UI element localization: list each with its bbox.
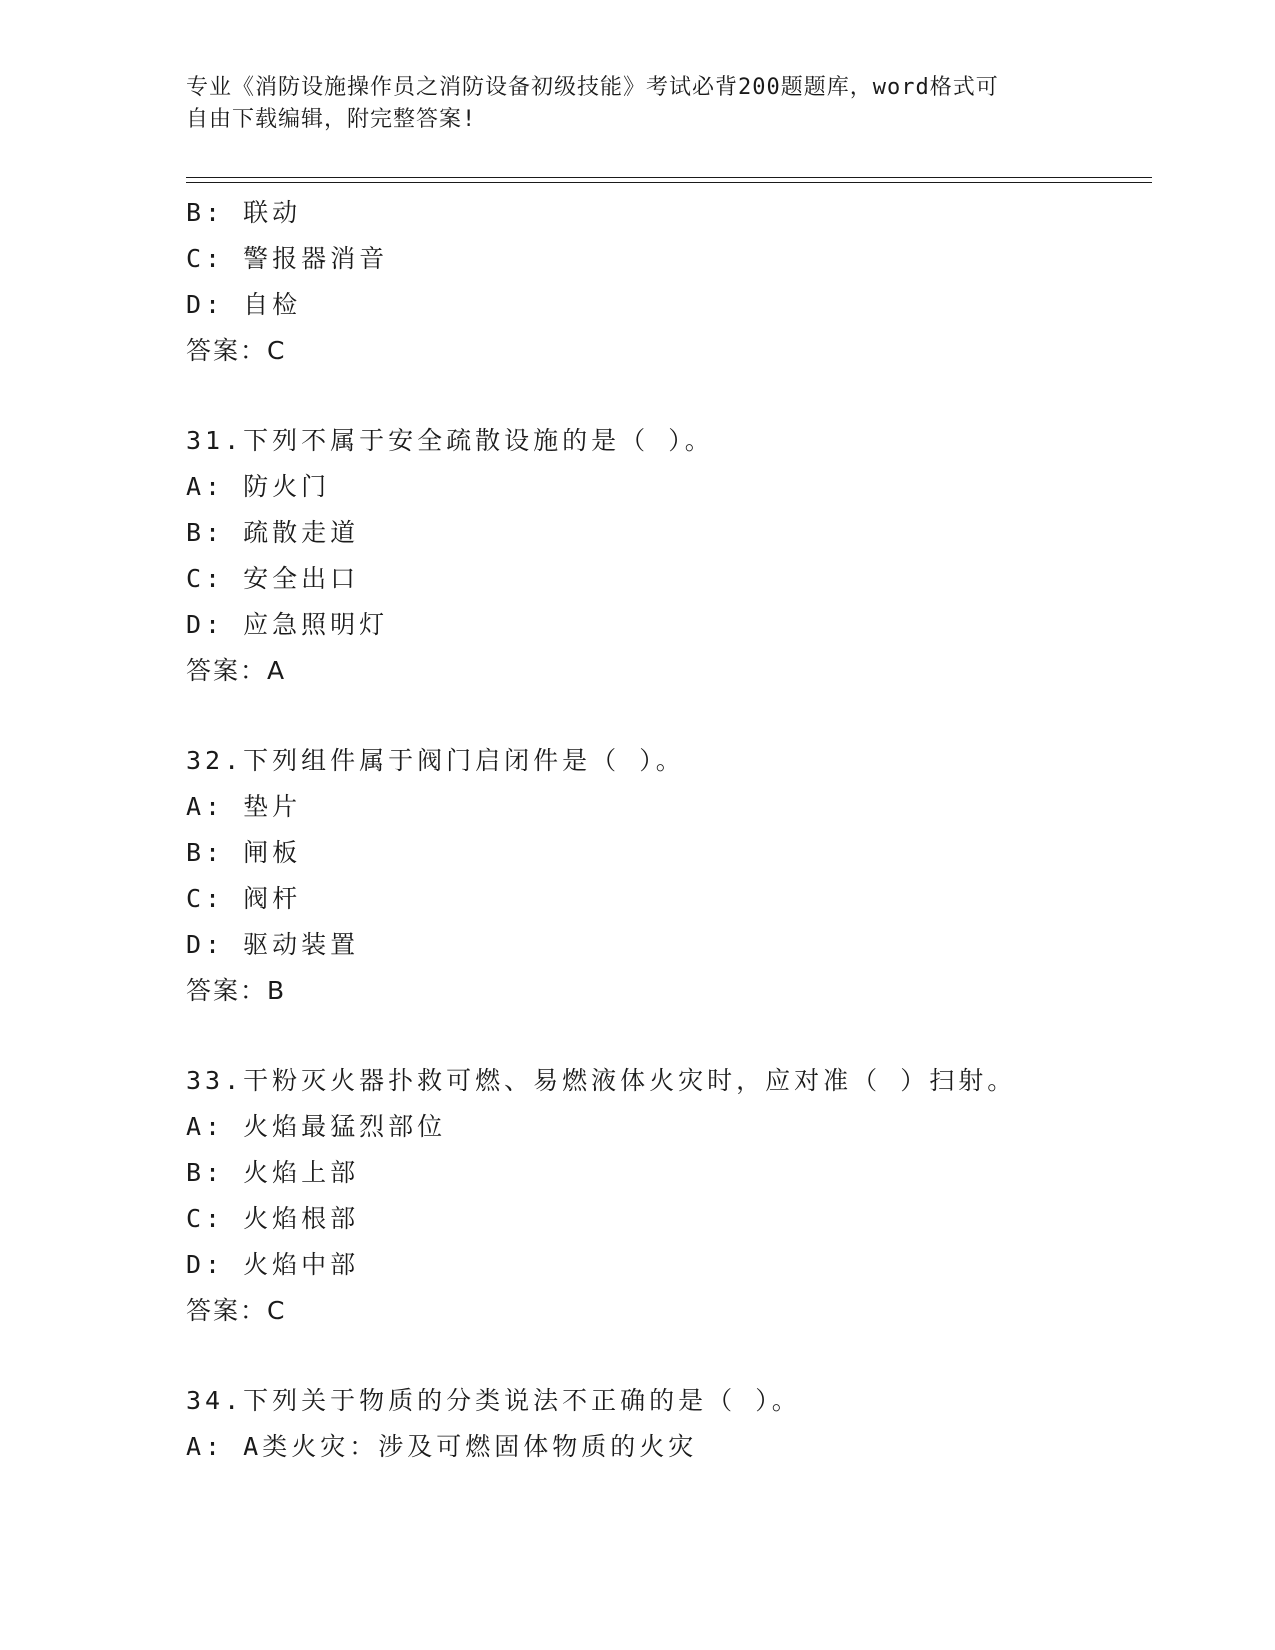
option-d: D: 应急照明灯: [186, 610, 389, 639]
option-b: B: 火焰上部: [186, 1158, 360, 1187]
option-d: D: 驱动装置: [186, 930, 360, 959]
option-b: B: 疏散走道: [186, 518, 360, 547]
option-a: A: 垫片: [186, 792, 302, 821]
option-c: C: 火焰根部: [186, 1204, 360, 1233]
answer-line: 答案：B: [186, 976, 287, 1005]
question-stem: 33.干粉灭火器扑救可燃、易燃液体火灾时，应对准（ ）扫射。: [186, 1066, 1017, 1095]
option-a: A: 防火门: [186, 472, 331, 501]
question-stem: 32.下列组件属于阀门启闭件是（ ）。: [186, 746, 685, 775]
option-a: A: A类火灾：涉及可燃固体物质的火灾: [186, 1432, 698, 1461]
option-b: B: 闸板: [186, 838, 302, 867]
document-header: [186, 72, 1086, 136]
option-c: C: 安全出口: [186, 564, 360, 593]
option-d: D: 自检: [186, 290, 302, 319]
header-divider-bottom: [186, 182, 1152, 183]
header-divider-top: [186, 177, 1152, 178]
answer-line: 答案：C: [186, 1296, 287, 1325]
question-list: [186, 190, 1152, 1470]
header-line-2: 自由下载编辑，附完整答案!: [186, 107, 477, 132]
question-stem: 31.下列不属于安全疏散设施的是（ ）。: [186, 426, 714, 455]
option-d: D: 火焰中部: [186, 1250, 360, 1279]
option-c: C: 警报器消音: [186, 244, 389, 273]
header-line-1: 专业《消防设施操作员之消防设备初级技能》考试必背200题题库，word格式可: [186, 75, 999, 100]
answer-line: 答案：A: [186, 656, 287, 685]
option-b: B: 联动: [186, 198, 302, 227]
answer-line: 答案：C: [186, 336, 287, 365]
question-stem: 34.下列关于物质的分类说法不正确的是（ ）。: [186, 1386, 801, 1415]
option-a: A: 火焰最猛烈部位: [186, 1112, 447, 1141]
option-c: C: 阀杆: [186, 884, 302, 913]
